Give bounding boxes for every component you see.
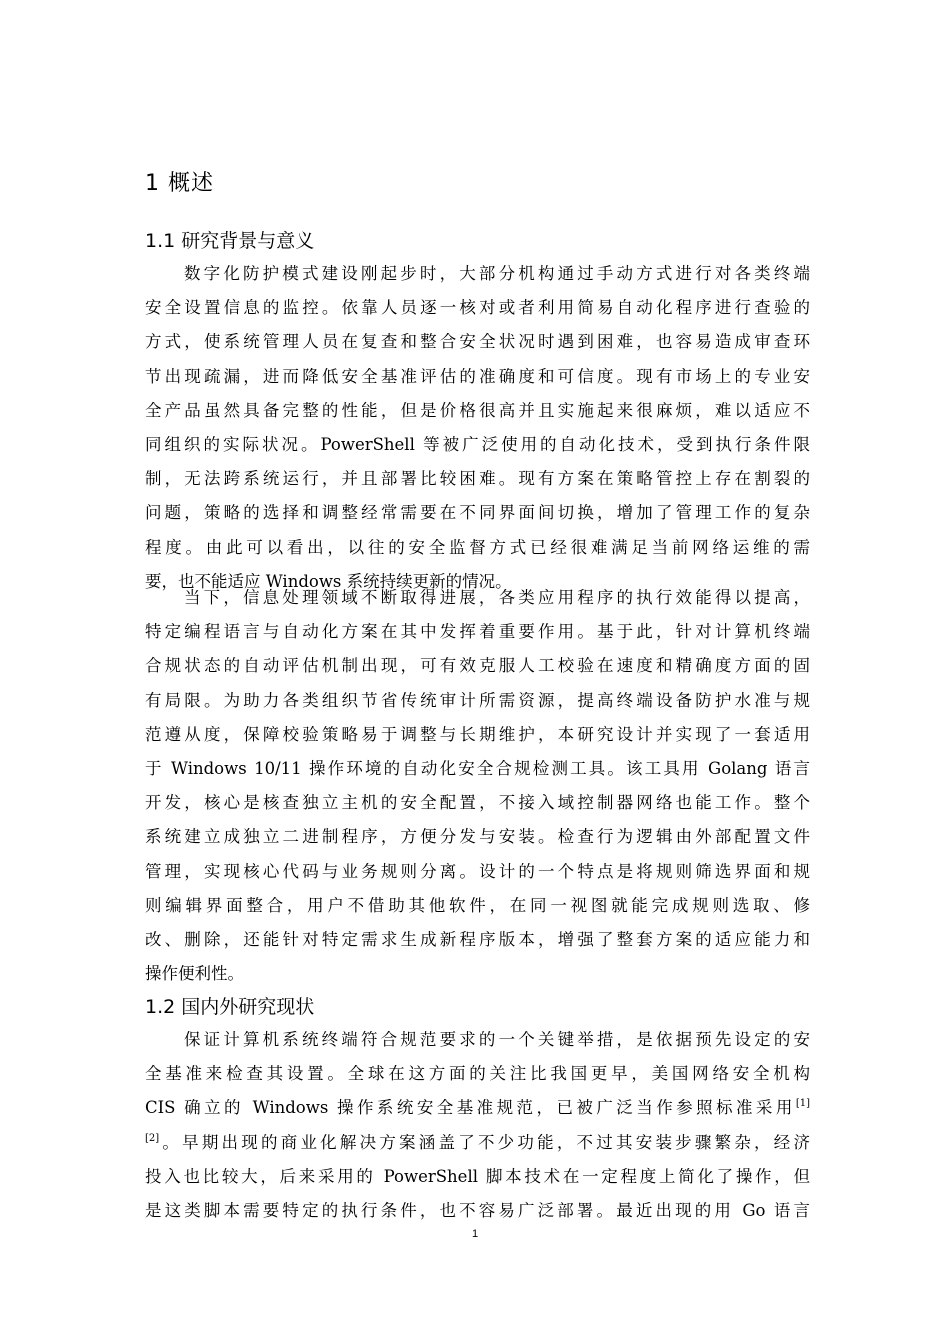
paragraph-line: 保证计算机系统终端符合规范要求的一个关键举措，是依据预先设定的安 <box>184 1030 810 1049</box>
paragraph-line: 有局限。为助力各类组织节省传统审计所需资源，提高终端设备防护水准与规 <box>145 690 810 710</box>
paragraph-line: 管理，实现核心代码与业务规则分离。设计的一个特点是将规则筛选界面和规 <box>145 861 810 881</box>
paragraph-line: 全基准来检查其设置。全球在这方面的关注比我国更早，美国网络安全机构 <box>145 1064 810 1084</box>
paragraph-line: 问题，策略的选择和调整经常需要在不同界面间切换，增加了管理工作的复杂 <box>145 503 810 523</box>
paragraph-line: 节出现疏漏，进而降低安全基准评估的准确度和可信度。现有市场上的专业安 <box>145 366 810 386</box>
paragraph-line: 全产品虽然具备完整的性能，但是价格很高并且实施起来很麻烦，难以适应不 <box>145 400 810 420</box>
paragraph-line: 制，无法跨系统运行，并且部署比较困难。现有方案在策略管控上存在割裂的 <box>145 469 810 489</box>
line-text: 。早期出现的商业化解决方案涵盖了不少功能，不过其安装步骤繁杂，经济 <box>159 1132 810 1152</box>
paragraph-line: 安全设置信息的监控。依靠人员逐一核对或者利用简易自动化程序进行查验的 <box>145 298 810 318</box>
section-heading-1-2: 1.2 国内外研究现状 <box>145 996 315 1018</box>
line-text: CIS 确立的 Windows 操作系统安全基准规范，已被广泛当作参照标准采用 <box>145 1098 796 1118</box>
paragraph-background-1 <box>145 257 810 599</box>
paragraph-line <box>145 1126 810 1160</box>
paragraph-line: 特定编程语言与自动化方案在其中发挥着重要作用。基于此，针对计算机终端 <box>145 622 810 642</box>
paragraph-line: 投入也比较大，后来采用的 PowerShell 脚本技术在一定程度上简化了操作，但 <box>145 1166 810 1186</box>
paragraph-line: 开发，核心是核查独立主机的安全配置，不接入域控制器网络也能工作。整个 <box>145 793 810 813</box>
paragraph-line: 操作便利性。 <box>145 964 244 984</box>
citation-2[interactable]: [2] <box>145 1132 160 1144</box>
section-heading-1-1: 1.1 研究背景与意义 <box>145 230 315 252</box>
paragraph-line <box>145 1091 810 1125</box>
chapter-title: 1 概述 <box>145 171 214 196</box>
paragraph-line: 则编辑界面整合，用户不借助其他软件，在同一视图就能完成规则选取、修 <box>145 895 810 915</box>
paragraph-background-2 <box>145 581 810 991</box>
paragraph-research-status <box>145 1023 810 1228</box>
paragraph-line: 当下，信息处理领域不断取得进展，各类应用程序的执行效能得以提高， <box>184 588 810 607</box>
paragraph-line: 同组织的实际状况。PowerShell 等被广泛使用的自动化技术，受到执行条件限 <box>145 434 810 454</box>
paragraph-line: 改、删除，还能针对特定需求生成新程序版本，增强了整套方案的适应能力和 <box>145 929 810 949</box>
paragraph-line: 是这类脚本需要特定的执行条件，也不容易广泛部署。最近出现的用 Go 语言 <box>145 1200 810 1220</box>
paragraph-line: 系统建立成独立二进制程序，方便分发与安装。检查行为逻辑由外部配置文件 <box>145 827 810 847</box>
paragraph-line: 范遵从度，保障校验策略易于调整与长期维护，本研究设计并实现了一套适用 <box>145 724 810 744</box>
page-number: 1 <box>471 1228 479 1240</box>
paragraph-line: 数字化防护模式建设刚起步时，大部分机构通过手动方式进行对各类终端 <box>184 264 810 283</box>
paragraph-line: 方式，使系统管理人员在复查和整合安全状况时遇到困难，也容易造成审查环 <box>145 332 810 352</box>
paragraph-line: 合规状态的自动评估机制出现，可有效克服人工校验在速度和精确度方面的固 <box>145 656 810 676</box>
paragraph-line: 要，也不能适应 Windows 系统持续更新的情况。 <box>145 571 512 591</box>
citation-1[interactable]: [1] <box>795 1098 810 1110</box>
paragraph-line: 程度。由此可以看出，以往的安全监督方式已经很难满足当前网络运维的需 <box>145 537 810 557</box>
paragraph-line: 于 Windows 10/11 操作环境的自动化安全合规检测工具。该工具用 Golang 语言 <box>145 758 810 778</box>
